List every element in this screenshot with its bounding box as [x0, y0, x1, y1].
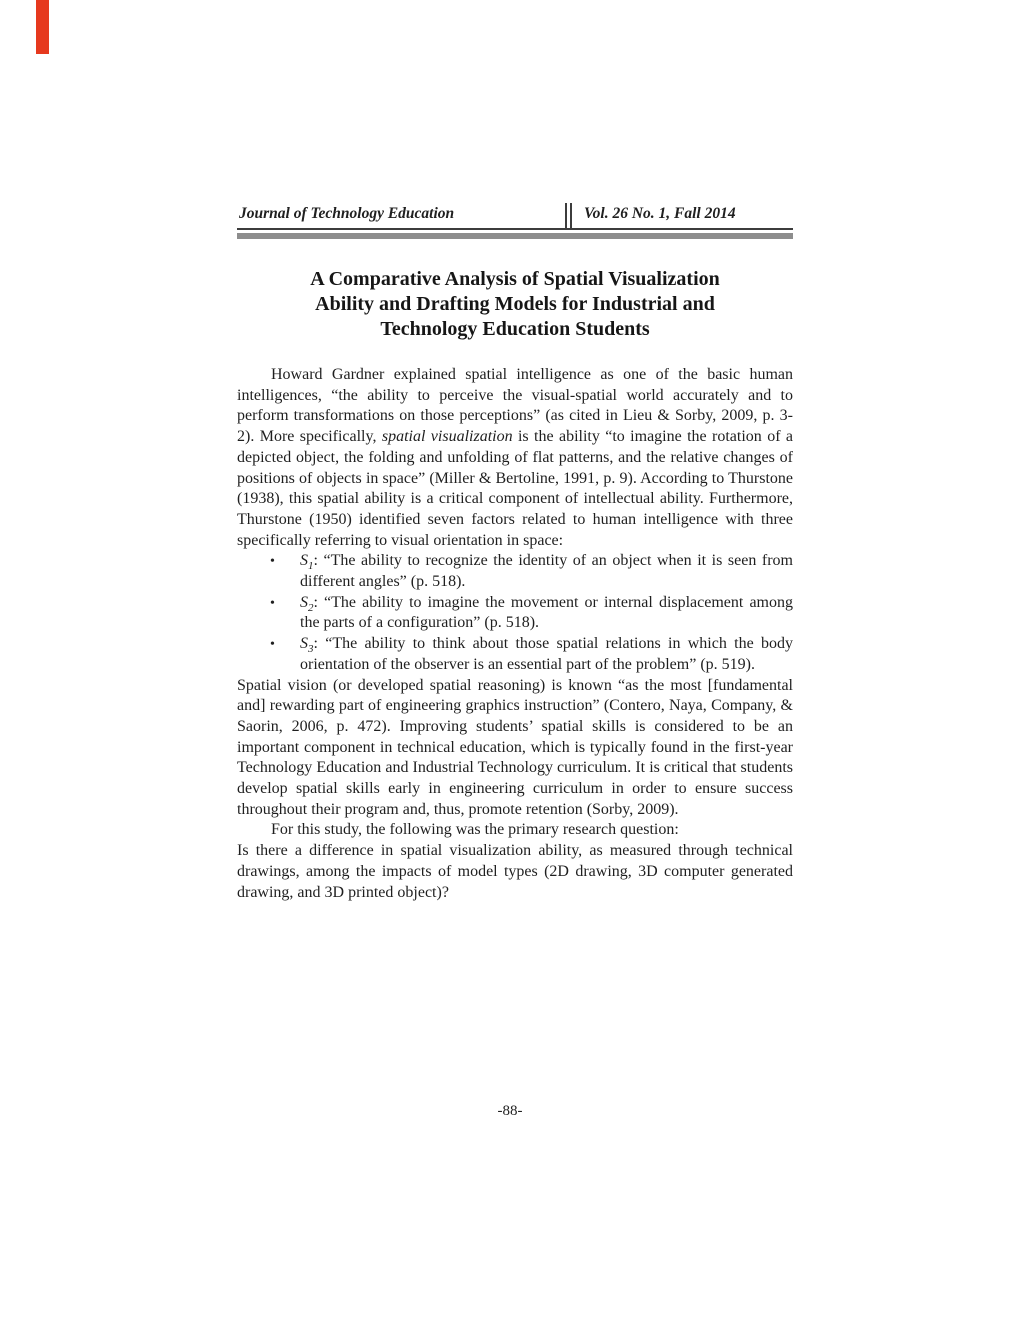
header-divider [565, 203, 572, 228]
list-item-s3 [270, 634, 793, 675]
page-content [237, 0, 793, 903]
paragraph-intro [237, 365, 793, 551]
paper-body [237, 365, 793, 903]
factor-subscript: 2 [308, 601, 314, 614]
bullet-icon: • [270, 637, 275, 653]
list-item-text [300, 634, 793, 675]
list-item-s2 [270, 593, 793, 634]
factor-subscript: 3 [308, 643, 314, 656]
paragraph-spatial-vision: Spatial vision (or developed spatial reasoning) is known “as the most [fundamental and] rewarding part of engineering graphics instruction” (Contero, Naya, Company, & Saorin, 2006, p. 472). Improving students’ spatial skills is considered to be an important component in technical education, which is typically found in the first-year Technology Education and Industrial Technology curriculum. It is critical that students develop spatial skills early in engineering curriculum in order to ensure success throughout their program and, thus, promote retention (Sorby, 2009). [237, 676, 793, 818]
factor-symbol: S [300, 552, 308, 570]
scan-artifact-red-stripe [36, 0, 49, 54]
journal-issue: Vol. 26 No. 1, Fall 2014 [584, 205, 736, 222]
paper-title [237, 267, 793, 342]
intro-text-start: Howard Gardner explained spatial intelligence as one of the basic human intelligences, “the ability to perceive the visual-spatial world accurately and to perform transformations on those perceptions” (as cited in Lieu & Sorby, 2009, p. 3-2). More specifically, [237, 366, 793, 446]
list-item-text [300, 593, 793, 634]
paper-title-line-2: Ability and Drafting Models for Industrial and [315, 293, 715, 315]
bullet-icon: • [270, 595, 275, 611]
factor-symbol: S [300, 635, 308, 653]
journal-header [237, 205, 793, 239]
bullet-icon: • [270, 554, 275, 570]
header-rule [237, 233, 793, 239]
factor-symbol: S [300, 593, 308, 611]
list-item-text [300, 551, 793, 592]
journal-name: Journal of Technology Education [239, 205, 455, 222]
factor-description: : “The ability to recognize the identity of an object when it is seen from different angles” (p. 518). [300, 552, 793, 591]
paragraph-research-question: Is there a difference in spatial visualization ability, as measured through technical drawings, among the impacts of model types (2D drawing, 3D computer generated drawing, and 3D printed object)? [237, 842, 793, 901]
journal-header-row [237, 205, 793, 230]
factor-description: : “The ability to imagine the movement or internal displacement among the parts of a configuration” (p. 518). [300, 593, 793, 632]
italic-phrase: spatial visualization [381, 428, 513, 446]
list-item-s1 [270, 551, 793, 592]
factor-list [237, 551, 793, 675]
paper-title-line-1: A Comparative Analysis of Spatial Visualization [310, 268, 720, 290]
paper-title-line-3: Technology Education Students [380, 318, 650, 340]
paragraph-study: For this study, the following was the primary research question: [271, 821, 679, 839]
factor-description: : “The ability to think about those spatial relations in which the body orientation of the observer is an essential part of the problem” (p. 519). [300, 635, 793, 673]
factor-subscript: 1 [308, 560, 314, 573]
intro-text-end: is the ability “to imagine the rotation of a depicted object, the folding and unfolding of flat patterns, and the relative changes of positions of objects in space” (Miller & Bertoline, 1991, p. 9). According to Thurstone (1938), this spatial ability is a critical component of intellectual ability. Furthermore, Thurstone (1950) identified seven factors related to human intelligence with three specifically referring to visual orientation in space: [237, 428, 794, 549]
page-number: -88- [497, 1103, 523, 1119]
